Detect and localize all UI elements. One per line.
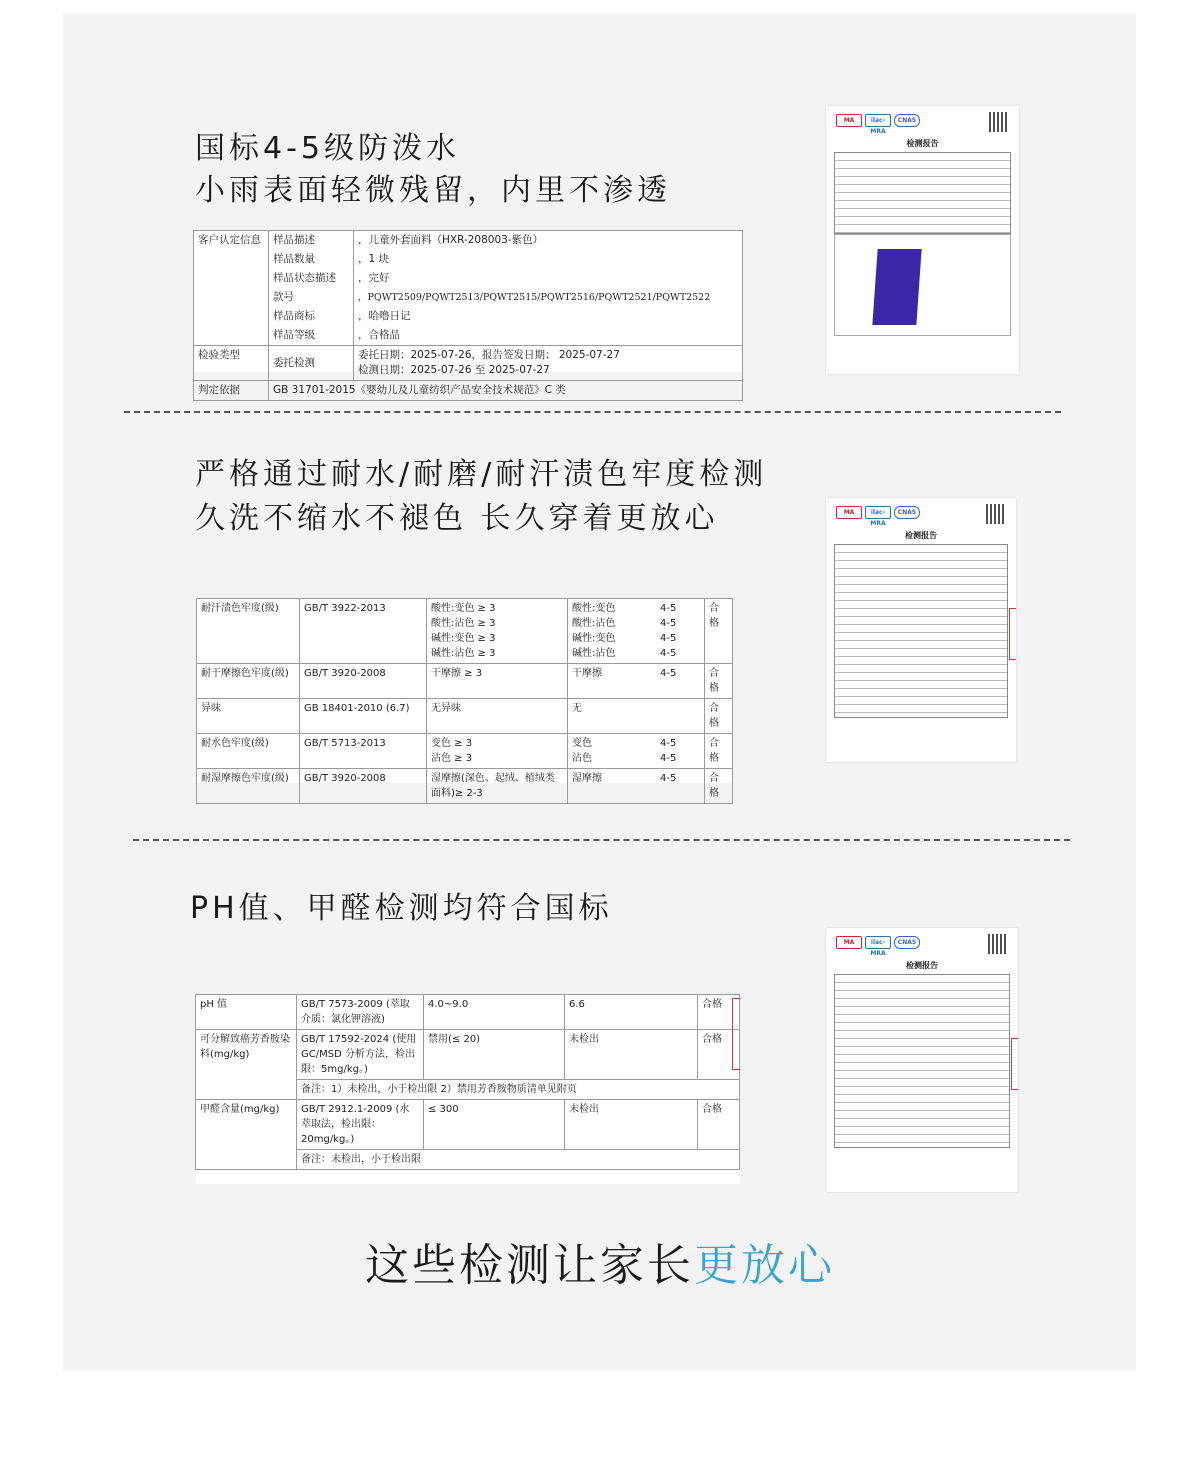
row-value: ，合格品: [354, 326, 743, 346]
ilac-logo: ilac-MRA: [865, 936, 891, 949]
section2-title-line1: 严格通过耐水/耐磨/耐汗渍色牢度检测: [195, 457, 768, 492]
row-key: 样品描述: [269, 231, 354, 251]
standard-cell: GB/T 7573-2009 (萃取介质：氯化钾溶液): [297, 995, 424, 1030]
cnas-logo: CNAS: [894, 936, 920, 949]
report-lines: [834, 152, 1011, 234]
table-row: [196, 1030, 740, 1080]
ph-formaldehyde-table: [195, 994, 740, 1184]
colorfastness-table: [196, 598, 733, 799]
row-value: ，哈噜日记: [354, 307, 743, 326]
footer-main-text: 这些检测让家长: [365, 1240, 694, 1291]
section1-title-line1: 国标4-5级防泼水: [195, 131, 460, 166]
standard-cell: GB/T 5713-2013: [300, 734, 427, 769]
table-row: [197, 699, 733, 734]
footer-slogan: [0, 1236, 1200, 1296]
report-title: 检测报告: [906, 960, 938, 970]
footer-accent-text: 更放心: [694, 1240, 835, 1291]
section2-title-line2: 久洗不缩水不褪色 长久穿着更放心: [195, 501, 719, 536]
value-cell: 4-5 4-5: [656, 734, 705, 769]
report-thumbnail-2: [826, 498, 1016, 762]
row-value: ，儿童外套面料（HXR-208003-紫色）: [354, 231, 743, 251]
judgement-cell: 合格: [705, 599, 733, 664]
qr-code-icon: [989, 112, 1009, 132]
qr-code-icon: [988, 934, 1008, 954]
sample-info-table: [193, 230, 743, 396]
section-divider: [124, 411, 1061, 413]
result-cell: 6.6: [565, 995, 698, 1030]
report-thumbnail-3: [826, 928, 1018, 1192]
report-title: 检测报告: [906, 138, 939, 148]
report-title: 检测报告: [905, 530, 937, 540]
row-key: 款号: [269, 288, 354, 307]
judgement-cell: 合格: [705, 734, 733, 769]
item-cell: pH 值: [196, 995, 297, 1030]
item-cell: 耐汗渍色牢度(级): [197, 599, 300, 664]
item-cell: 可分解致癌芳香胺染料(mg/kg): [196, 1030, 297, 1100]
item-cell: 甲醛含量(mg/kg): [196, 1100, 297, 1170]
judgement-cell: 合格: [705, 699, 733, 734]
report-thumbnail-1: [826, 106, 1019, 374]
judgement-cell: 合格: [698, 995, 740, 1030]
table-row: [197, 599, 733, 664]
standard-cell: GB/T 3922-2013: [300, 599, 427, 664]
ma-logo: MA: [836, 936, 862, 949]
row-value: ，完好: [354, 269, 743, 288]
note-cell: 备注：1）未检出，小于检出限 2）禁用芳香胺物质清单见附页: [297, 1080, 740, 1100]
requirement-cell: 禁用(≤ 20): [424, 1030, 565, 1080]
value-cell: 4-5: [656, 664, 705, 699]
ilac-logo: ilac-MRA: [865, 506, 891, 519]
inspection-type-value: 委托检测: [269, 346, 354, 381]
judgement-cell: 合格: [705, 769, 733, 804]
section1-title-line2: 小雨表面轻微残留，内里不渗透: [195, 173, 671, 208]
cnas-logo: CNAS: [894, 114, 920, 127]
item-cell: 耐湿摩擦色牢度(级): [197, 769, 300, 804]
row-key: 样品商标: [269, 307, 354, 326]
table-row: [197, 769, 733, 804]
client-info-label: 客户认定信息: [194, 231, 269, 346]
item-cell: 异味: [197, 699, 300, 734]
stamp-mark: [732, 998, 740, 1070]
result-cell: 干摩擦: [568, 664, 657, 699]
judgement-cell: 合格: [705, 664, 733, 699]
report-lines: [834, 544, 1008, 718]
inspection-type-label: 检验类型: [194, 346, 269, 381]
row-key: 样品状态描述: [269, 269, 354, 288]
value-cell: [656, 699, 705, 734]
row-value: ，PQWT2509/PQWT2513/PQWT2515/PQWT2516/PQWT2521/PQWT2522: [354, 288, 743, 307]
value-cell: 4-5 4-5 4-5 4-5: [656, 599, 705, 664]
report-lines: [834, 974, 1010, 1148]
requirement-cell: 酸性:变色 ≥ 3 酸性:沾色 ≥ 3 碱性:变色 ≥ 3 碱性:沾色 ≥ 3: [427, 599, 568, 664]
row-value: ，1 块: [354, 250, 743, 269]
result-cell: 湿摩擦: [568, 769, 657, 804]
qr-code-icon: [986, 504, 1006, 524]
standard-cell: GB/T 17592-2024 (使用 GC/MSD 分析方法，检出限：5mg/kg。): [297, 1030, 424, 1080]
result-cell: 无: [568, 699, 657, 734]
judgement-cell: 合格: [698, 1030, 740, 1080]
item-cell: 耐干摩擦色牢度(级): [197, 664, 300, 699]
report-photo-box: [834, 234, 1011, 336]
fabric-sample-image: [872, 249, 921, 325]
standard-cell: GB 18401-2010 (6.7): [300, 699, 427, 734]
requirement-cell: 干摩擦 ≥ 3: [427, 664, 568, 699]
stamp-mark: [1011, 1038, 1018, 1090]
requirement-cell: 变色 ≥ 3 沾色 ≥ 3: [427, 734, 568, 769]
dates: 委托日期：2025-07-26，报告签发日期： 2025-07-27 检测日期：2025-07-26 至 2025-07-27: [354, 346, 743, 381]
value-cell: 4-5: [656, 769, 705, 804]
note-cell: 备注：未检出，小于检出限: [297, 1150, 740, 1170]
item-cell: 耐水色牢度(级): [197, 734, 300, 769]
table-row: [197, 734, 733, 769]
row-key: 样品等级: [269, 326, 354, 346]
ma-logo: MA: [836, 114, 862, 127]
requirement-cell: 4.0~9.0: [424, 995, 565, 1030]
ilac-logo: ilac-MRA: [865, 114, 891, 127]
standard-cell: GB/T 2912.1-2009 (水萃取法，检出限：20mg/kg。): [297, 1100, 424, 1150]
standard-cell: GB/T 3920-2008: [300, 769, 427, 804]
stamp-mark: [1009, 608, 1016, 660]
requirement-cell: 无异味: [427, 699, 568, 734]
basis-value: GB 31701-2015《婴幼儿及儿童纺织产品安全技术规范》C 类: [269, 381, 743, 401]
table-row: [196, 995, 740, 1030]
standard-cell: GB/T 3920-2008: [300, 664, 427, 699]
section3-title: PH值、甲醛检测均符合国标: [190, 891, 613, 926]
result-cell: 酸性:变色 酸性:沾色 碱性:变色 碱性:沾色: [568, 599, 657, 664]
table-row: [197, 664, 733, 699]
row-key: 样品数量: [269, 250, 354, 269]
requirement-cell: 湿摩擦(深色、起绒、植绒类面料)≥ 2-3: [427, 769, 568, 804]
section-divider: [133, 839, 1070, 841]
table-row: [196, 1100, 740, 1150]
requirement-cell: ≤ 300: [424, 1100, 565, 1150]
cnas-logo: CNAS: [894, 506, 920, 519]
ma-logo: MA: [836, 506, 862, 519]
result-cell: 未检出: [565, 1100, 698, 1150]
basis-label: 判定依据: [194, 381, 269, 401]
result-cell: 未检出: [565, 1030, 698, 1080]
result-cell: 变色 沾色: [568, 734, 657, 769]
judgement-cell: 合格: [698, 1100, 740, 1150]
